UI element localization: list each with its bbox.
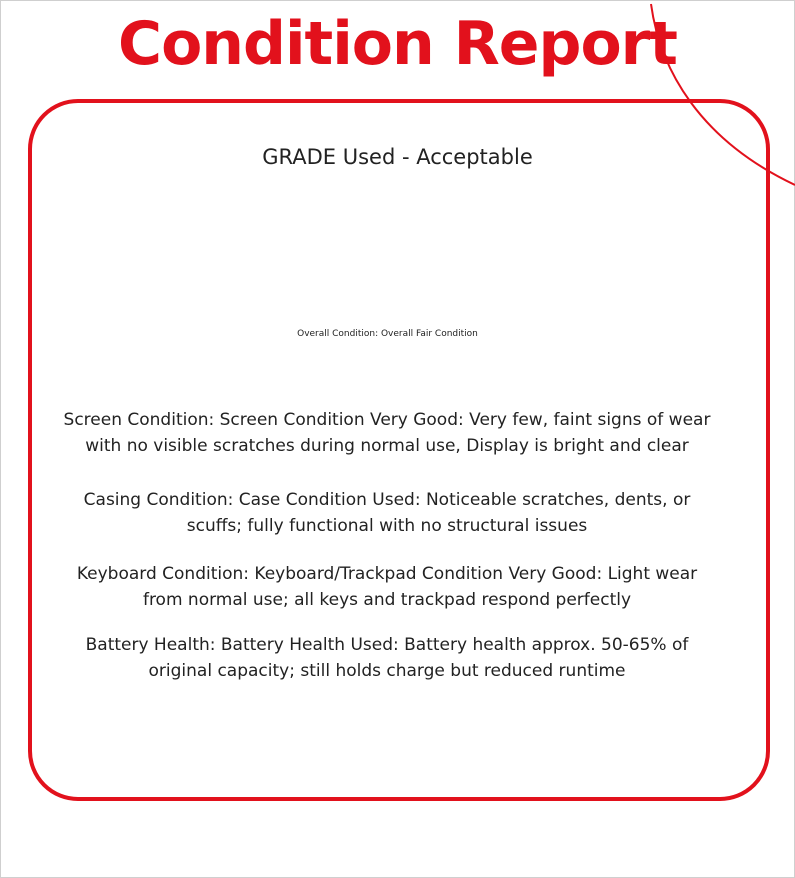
battery-health: Battery Health: Battery Health Used: Battery health approx. 50-65% of original capacity; still holds charge but reduced runtime: [85, 635, 689, 681]
screen-condition: Screen Condition: Screen Condition Very Good: Very few, faint signs of wear with no visible scratches during normal use, Display is bright and clear: [63, 410, 711, 456]
keyboard-condition: Keyboard Condition: Keyboard/Trackpad Condition Very Good: Light wear from normal use; all keys and trackpad respond perfectly: [76, 564, 698, 610]
casing-condition: Casing Condition: Case Condition Used: Noticeable scratches, dents, or scuffs; fully functional with no structural issues: [83, 490, 691, 536]
page-title: Condition Report: [118, 9, 677, 79]
grade-heading: GRADE Used - Acceptable: [262, 145, 533, 169]
overall-condition: Overall Condition: Overall Fair Condition: [297, 329, 478, 339]
